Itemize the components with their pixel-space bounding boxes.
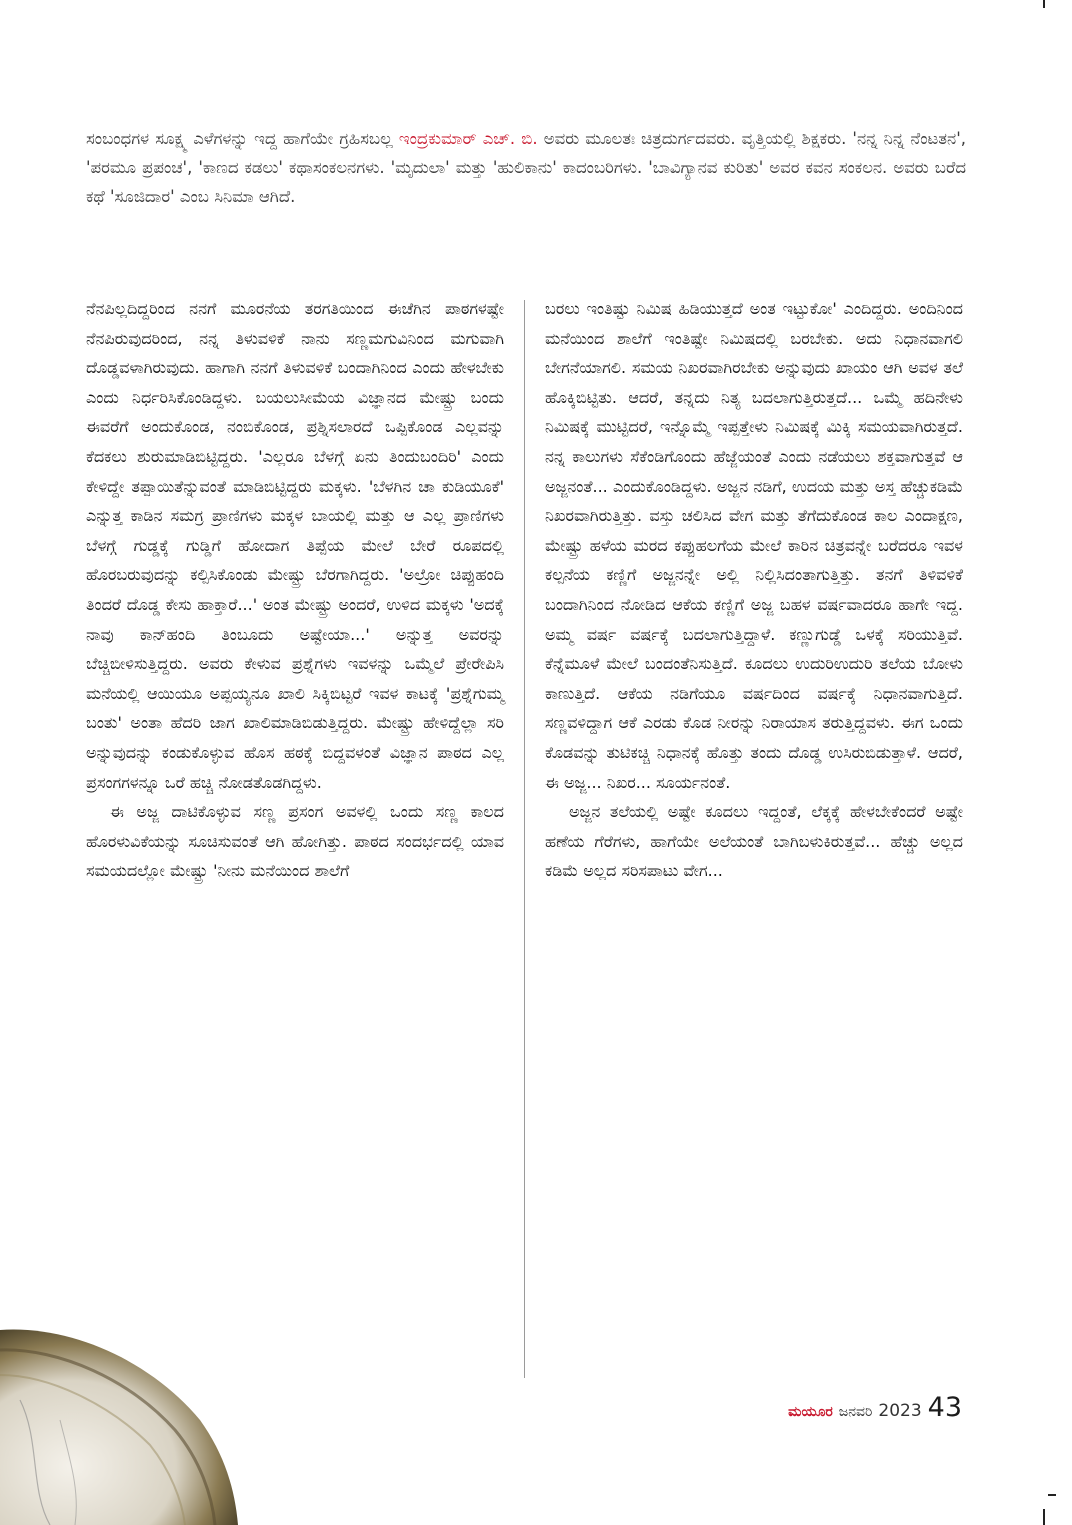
left-paragraph-1: ನೆನಪಿಲ್ಲದಿದ್ದರಿಂದ ನನಗೆ ಮೂರನೆಯ ತರಗತಿಯಿಂದ ಈಚೆಗಿನ ಪಾಠಗಳಷ್ಟೇ ನೆನಪಿರುವುದರಿಂದ, ನನ್ನ ತಿಳುವಳಿಕೆ ನಾನು ಸಣ್ಣಮಗುವಿನಿಂದ ಮಗುವಾಗಿ ದೊಡ್ಡವಳಾಗಿರುವುದು. ಹಾಗಾಗಿ ನನಗೆ ತಿಳುವಳಿಕೆ ಬಂದಾಗಿನಿಂದ ಎಂದು ಹೇಳಬೇಕು ಎಂದು ನಿರ್ಧರಿಸಿಕೊಂಡಿದ್ದಳು. ಬಯಲುಸೀಮೆಯ ವಿಜ್ಞಾನದ ಮೇಷ್ಟ್ರು ಬಂದು ಈವರೆಗೆ ಅಂದುಕೊಂಡ, ನಂಬಿಕೊಂಡ, ಪ್ರಶ್ನಿಸಲಾರದೆ ಒಪ್ಪಿಕೊಂಡ ಎಲ್ಲವನ್ನು ಕೆದಕಲು ಶುರುಮಾಡಿಬಿಟ್ಟಿದ್ದರು. 'ಎಲ್ಲರೂ ಬೆಳಗ್ಗೆ ಏನು ತಿಂದುಬಂದಿರಿ' ಎಂದು ಕೇಳಿದ್ದೇ ತಪ್ಪಾಯಿತೆನ್ನುವಂತೆ ಮಾಡಿಬಿಟ್ಟಿದ್ದರು ಮಕ್ಕಳು. 'ಬೆಳಗಿನ ಚಾ ಕುಡಿಯೂಕೆ' ಎನ್ನುತ್ತ ಕಾಡಿನ ಸಮಗ್ರ ಪ್ರಾಣಿಗಳು ಮಕ್ಕಳ ಬಾಯಲ್ಲಿ ಮತ್ತು ಆ ಎಲ್ಲ ಪ್ರಾಣಿಗಳು ಬೆಳಗ್ಗೆ ಗುಡ್ಡಕ್ಕೆ ಗುಡ್ಡಿಗೆ ಹೋದಾಗ ತಿಪ್ಪೆಯ ಮೇಲೆ ಬೇರೆ ರೂಪದಲ್ಲಿ ಹೊರಬರುವುದನ್ನು ಕಲ್ಪಿಸಿಕೊಂಡು ಮೇಷ್ಟ್ರು ಬೆರಗಾಗಿದ್ದರು. 'ಅಲ್ರೋ ಚಿಪ್ಪುಹಂದಿ ತಿಂದರೆ ದೊಡ್ಡ ಕೇಸು ಹಾಕ್ತಾರೆ...' ಅಂತ ಮೇಷ್ಟ್ರು ಅಂದರೆ, ಉಳಿದ ಮಕ್ಕಳು 'ಅದಕ್ಕೆ ನಾವು ಕಾನ್‌ಹಂದಿ ತಿಂಬೂದು ಅಷ್ಟೇಯಾ...' ಅನ್ನುತ್ತ ಅವರನ್ನು ಬೆಚ್ಚಿಬೀಳಿಸುತ್ತಿದ್ದರು. ಅವರು ಕೇಳುವ ಪ್ರಶ್ನೆಗಳು ಇವಳನ್ನು ಒಮ್ಮೆಲೆ ಪ್ರೇರೇಪಿಸಿ ಮನೆಯಲ್ಲಿ ಆಯಿಯೂ ಅಪ್ಪಯ್ಯನೂ ಖಾಲಿ ಸಿಕ್ಕಿಬಿಟ್ಟರೆ ಇವಳ ಕಾಟಕ್ಕೆ 'ಪ್ರಶ್ನೆಗುಮ್ಮ ಬಂತು' ಅಂತಾ ಹೆದರಿ ಜಾಗ ಖಾಲಿಮಾಡಿಬಿಡುತ್ತಿದ್ದರು. ಮೇಷ್ಟ್ರು ಹೇಳಿದ್ದೆಲ್ಲಾ ಸರಿ ಅನ್ನುವುದನ್ನು ಕಂಡುಕೊಳ್ಳುವ ಹೊಸ ಹಠಕ್ಕೆ ಬಿದ್ದವಳಂತೆ ವಿಜ್ಞಾನ ಪಾಠದ ಎಲ್ಲ ಪ್ರಸಂಗಗಳನ್ನೂ ಒರೆ ಹಚ್ಚಿ ನೋಡತೊಡಗಿದ್ದಳು. — [86, 299, 504, 792]
page-footer — [788, 1392, 962, 1423]
crop-mark-top — [1043, 0, 1045, 8]
crop-mark-bottom-right-v — [1043, 1509, 1045, 1525]
issue-year: 2023 — [878, 1401, 922, 1421]
crop-mark-bottom-right — [1048, 1494, 1056, 1496]
intro-text-after: ಅವರು ಮೂಲತಃ ಚಿತ್ರದುರ್ಗದವರು. ವೃತ್ತಿಯಲ್ಲಿ ಶಿಕ್ಷಕರು. 'ನನ್ನ ನಿನ್ನ ನೆಂಟತನ', 'ಪರಮೂ ಪ್ರಪಂಚ', 'ಕಾಣದ ಕಡಲು' ಕಥಾಸಂಕಲನಗಳು. 'ಮೃದುಲಾ' ಮತ್ತು 'ಹುಲಿಕಾನು' ಕಾದಂಬರಿಗಳು. 'ಬಾವಿಗ್ಯಾನವ ಕುರಿತು' ಅವರ ಕವನ ಸಂಕಲನ. ಅವರು ಬರೆದ ಕಥೆ 'ಸೂಜಿದಾರ' ಎಂಬ ಸಿನಿಮಾ ಆಗಿದೆ. — [86, 129, 966, 206]
column-divider — [524, 300, 525, 1378]
right-column — [545, 294, 963, 886]
right-paragraph-1: ಬರಲು ಇಂತಿಷ್ಟು ನಿಮಿಷ ಹಿಡಿಯುತ್ತದೆ ಅಂತ ಇಟ್ಟುಕೋ' ಎಂದಿದ್ದರು. ಅಂದಿನಿಂದ ಮನೆಯಿಂದ ಶಾಲೆಗೆ ಇಂತಿಷ್ಟೇ ನಿಮಿಷದಲ್ಲಿ ಬರಬೇಕು. ಅದು ನಿಧಾನವಾಗಲಿ ಬೇಗನೆಯಾಗಲಿ. ಸಮಯ ನಿಖರವಾಗಿರಬೇಕು ಅನ್ನುವುದು ಖಾಯಂ ಆಗಿ ಅವಳ ತಲೆ ಹೊಕ್ಕಿಬಿಟ್ಟಿತು. ಆದರೆ, ತನ್ನದು ನಿತ್ಯ ಬದಲಾಗುತ್ತಿರುತ್ತದೆ... ಒಮ್ಮೆ ಹದಿನೇಳು ನಿಮಿಷಕ್ಕೆ ಮುಟ್ಟಿದರೆ, ಇನ್ನೊಮ್ಮೆ ಇಪ್ಪತ್ತೇಳು ನಿಮಿಷಕ್ಕೆ ಮಿಕ್ಕಿ ಸಮಯವಾಗಿರುತ್ತದೆ. ನನ್ನ ಕಾಲುಗಳು ಸೆಕೆಂಡಿಗೊಂದು ಹೆಜ್ಜೆಯಂತೆ ಎಂದು ನಡೆಯಲು ಶಕ್ತವಾಗುತ್ತವೆ ಆ ಅಜ್ಜನಂತೆ... ಎಂದುಕೊಂಡಿದ್ದಳು. ಅಜ್ಜನ ನಡಿಗೆ, ಉದಯ ಮತ್ತು ಅಸ್ತ ಹೆಚ್ಚುಕಡಿಮೆ ನಿಖರವಾಗಿರುತ್ತಿತ್ತು. ವಸ್ತು ಚಲಿಸಿದ ವೇಗ ಮತ್ತು ತೆಗೆದುಕೊಂಡ ಕಾಲ ಎಂದಾಕ್ಷಣ, ಮೇಷ್ಟ್ರು ಹಳೆಯ ಮರದ ಕಪ್ಪುಹಲಗೆಯ ಮೇಲೆ ಕಾರಿನ ಚಿತ್ರವನ್ನೇ ಬರೆದರೂ ಇವಳ ಕಲ್ಪನೆಯ ಕಣ್ಣಿಗೆ ಅಜ್ಜನನ್ನೇ ಅಲ್ಲಿ ನಿಲ್ಲಿಸಿದಂತಾಗುತ್ತಿತ್ತು. ತನಗೆ ತಿಳಿವಳಿಕೆ ಬಂದಾಗಿನಿಂದ ನೋಡಿದ ಆಕೆಯ ಕಣ್ಣಿಗೆ ಅಜ್ಜ ಬಹಳ ವರ್ಷವಾದರೂ ಹಾಗೇ ಇದ್ದ. ಅಮ್ಮ ವರ್ಷ ವರ್ಷಕ್ಕೆ ಬದಲಾಗುತ್ತಿದ್ದಾಳೆ. ಕಣ್ಣುಗುಡ್ಡೆ ಒಳಕ್ಕೆ ಸರಿಯುತ್ತಿವೆ. ಕೆನ್ನೆಮೂಳೆ ಮೇಲೆ ಬಂದಂತೆನಿಸುತ್ತಿದೆ. ಕೂದಲು ಉದುರಿಉದುರಿ ತಲೆಯ ಬೋಳು ಕಾಣುತ್ತಿದೆ. ಆಕೆಯ ನಡಿಗೆಯೂ ವರ್ಷದಿಂದ ವರ್ಷಕ್ಕೆ ನಿಧಾನವಾಗುತ್ತಿದೆ. ಸಣ್ಣವಳಿದ್ದಾಗ ಆಕೆ ಎರಡು ಕೊಡ ನೀರನ್ನು ನಿರಾಯಾಸ ತರುತ್ತಿದ್ದವಳು. ಈಗ ಒಂದು ಕೊಡವನ್ನು ತುಟಿಕಚ್ಚಿ ನಿಧಾನಕ್ಕೆ ಹೊತ್ತು ತಂದು ದೊಡ್ಡ ಉಸಿರುಬಿಡುತ್ತಾಳೆ. ಆದರೆ, ಈ ಅಜ್ಜ... ನಿಖರ... ಸೂರ್ಯನಂತೆ. — [545, 299, 963, 792]
author-intro — [86, 124, 966, 211]
issue-month: ಜನವರಿ — [838, 1404, 873, 1420]
author-name: ಇಂದ್ರಕುಮಾರ್ ಎಚ್. ಬಿ. — [398, 129, 538, 148]
left-paragraph-2: ಈ ಅಜ್ಜ ದಾಟಿಕೊಳ್ಳುವ ಸಣ್ಣ ಪ್ರಸಂಗ ಅವಳಲ್ಲಿ ಒಂದು ಸಣ್ಣ ಕಾಲದ ಹೊರಳುವಿಕೆಯನ್ನು ಸೂಚಿಸುವಂತೆ ಆಗಿ ಹೋಗಿತ್ತು. ಪಾಠದ ಸಂದರ್ಭದಲ್ಲಿ ಯಾವ ಸಮಯದಲ್ಲೋ ಮೇಷ್ಟ್ರು 'ನೀನು ಮನೆಯಿಂದ ಶಾಲೆಗೆ — [86, 802, 504, 881]
left-column — [86, 294, 504, 886]
decorative-illustration — [0, 1320, 240, 1525]
right-paragraph-2: ಅಜ್ಜನ ತಲೆಯಲ್ಲಿ ಅಷ್ಟೇ ಕೂದಲು ಇದ್ದಂತೆ, ಲೆಕ್ಕಕ್ಕೆ ಹೇಳಬೇಕೆಂದರೆ ಅಷ್ಟೇ ಹಣೆಯ ಗೆರೆಗಳು, ಹಾಗೆಯೇ ಅಲೆಯಂತೆ ಬಾಗಿಬಳುಕಿರುತ್ತವೆ... ಹೆಚ್ಚು ಅಲ್ಲದ ಕಡಿಮೆ ಅಲ್ಲದ ಸರಿಸಪಾಟು ವೇಗ... — [545, 802, 963, 881]
page-number: 43 — [927, 1392, 962, 1423]
magazine-name: ಮಯೂರ — [788, 1404, 833, 1420]
intro-text-before: ಸಂಬಂಧಗಳ ಸೂಕ್ಷ್ಮ ಎಳೆಗಳನ್ನು ಇದ್ದ ಹಾಗೆಯೇ ಗ್ರಹಿಸಬಲ್ಲ — [86, 129, 399, 148]
